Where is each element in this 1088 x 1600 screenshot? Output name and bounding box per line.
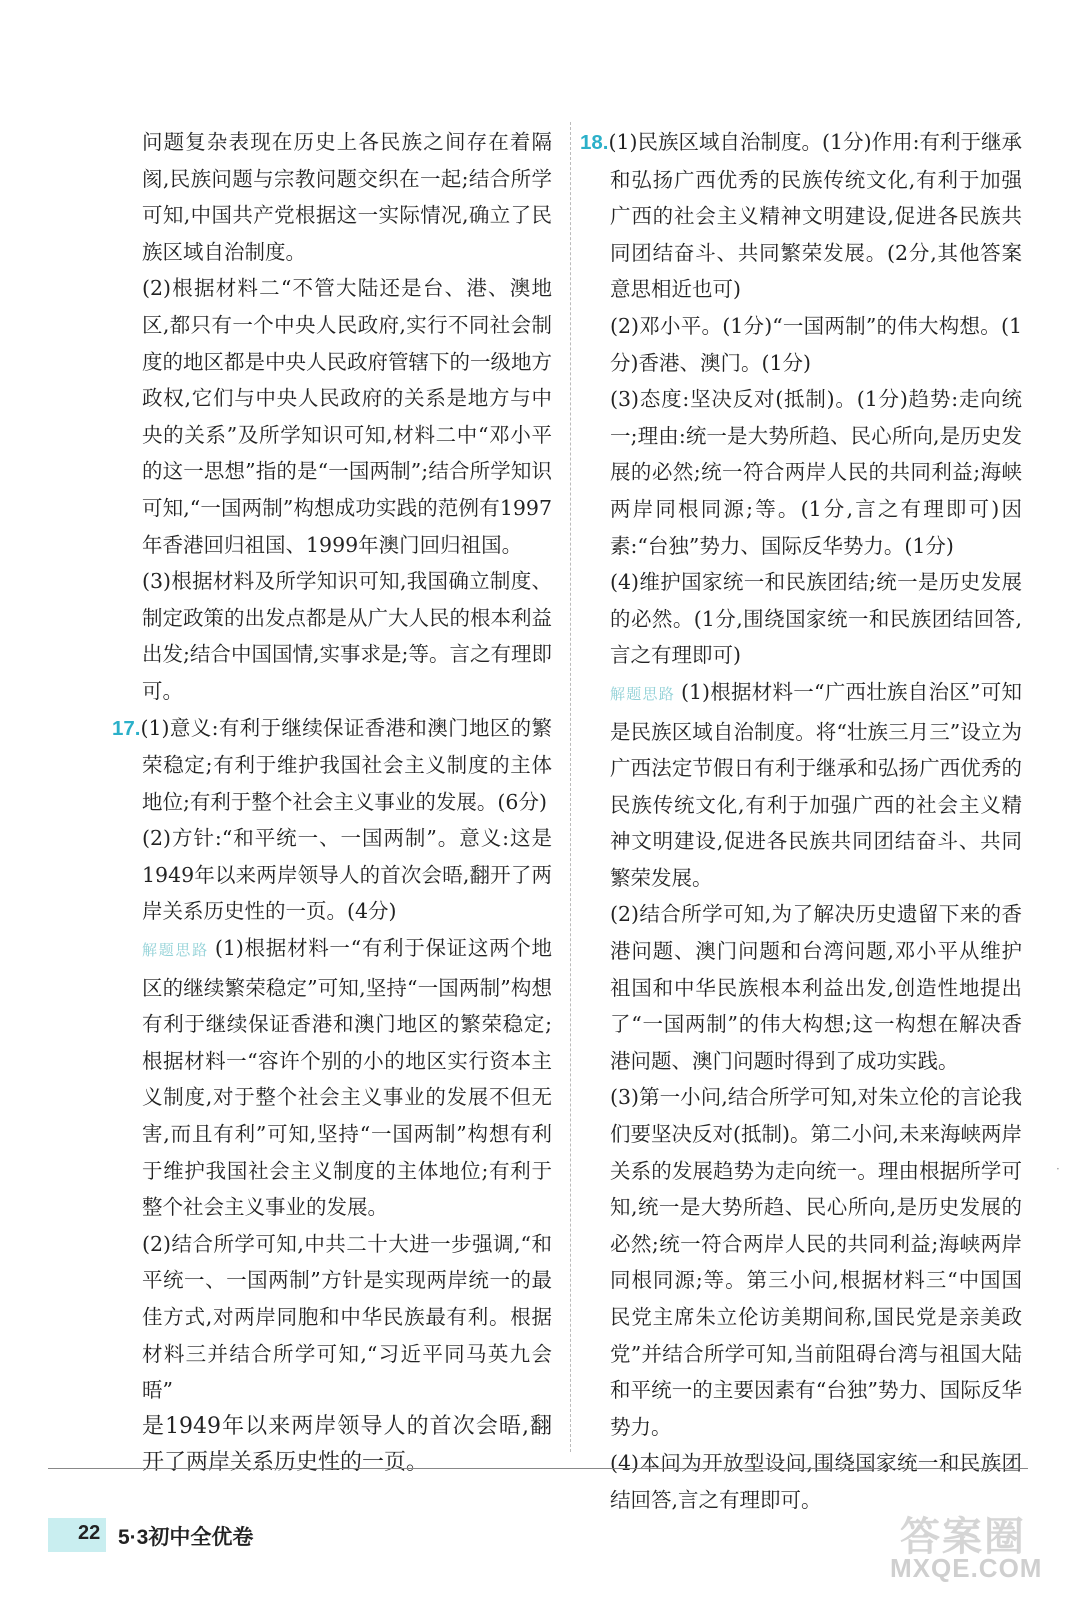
paragraph-q16-2: (2)根据材料二“不管大陆还是台、港、澳地区,都只有一个中央人民政府,实行不同社会制度的地区都是中央人民政府管辖下的一级地方政权,它们与中央人民政府的关系是地方与中央的关系”及所学知识可知,材料二中“邓小平的这一思想”指的是“一国两制”;结合所学知识可知,“一国两制”构想成功实践的范例有1997年香港回归祖国、1999年澳门回归祖国。 [142, 276, 552, 557]
column-divider [570, 122, 571, 1452]
hint-q18-4: (4)本问为开放型设问,围绕国家统一和民族团结回答,言之有理即可。 [610, 1451, 1022, 1512]
answer-q18-1 [580, 124, 1022, 308]
hint-label: 解题思路 [610, 685, 675, 703]
hint-q17-3: 是1949年以来两岸领导人的首次会晤,翻开了两岸关系历史性的一页。 [142, 1413, 552, 1476]
hint-q17-1 [142, 930, 552, 1226]
answer-q18-1-text: (1)民族区域自治制度。(1分)作用:有利于继承和弘扬广西优秀的民族传统文化,有利于加强广西的社会主义精神文明建设,促进各民族共同团结奋斗、共同繁荣发展。(2分,其他答案意思相近也可) [608, 130, 1022, 302]
paragraph-q16-3: (3)根据材料及所学知识可知,我国确立制度、制定政策的出发点都是从广大人民的根本利益出发;结合中国国情,实事求是;等。言之有理即可。 [142, 569, 552, 703]
watermark-logo: 答案圈 [900, 1515, 1026, 1559]
answer-q18-2: (2)邓小平。(1分)“一国两制”的伟大构想。(1分)香港、澳门。(1分) [610, 313, 1022, 375]
hint-q18-1 [610, 674, 1022, 897]
page-number: 22 [78, 1522, 101, 1544]
watermark-url: MXQE.COM [890, 1553, 1043, 1583]
right-column [580, 124, 1023, 1519]
edge-mark: · [1056, 1162, 1060, 1176]
question-number-17: 17. [112, 716, 141, 740]
answer-q17-2: (2)方针:“和平统一、一国两制”。意义:这是1949年以来两岸领导人的首次会晤,翻开了两岸关系历史性的一页。(4分) [142, 826, 552, 924]
footer-rule [48, 1468, 1028, 1469]
answer-q17-1-text: (1)意义:有利于继续保证香港和澳门地区的繁荣稳定;有利于维护我国社会主义制度的主体地位;有利于整个社会主义事业的发展。(6分) [140, 715, 552, 814]
hint-q17-1-text: (1)根据材料一“有利于保证这两个地区的继续繁荣稳定”可知,坚持“一国两制”构想有利于继续保证香港和澳门地区的繁荣稳定;根据材料一“容许个别的小的地区实行资本主义制度,对于整个社会主义事业的发展不但无害,而且有利”可知,坚持“一国两制”构想有利于维护我国社会主义制度的主体地位;有利于整个社会主义事业的发展。 [142, 936, 552, 1220]
hint-q18-3: (3)第一小问,结合所学可知,对朱立伦的言论我们要坚决反对(抵制)。第二小问,未来海峡两岸关系的发展趋势为走向统一。理由根据所学可知,统一是大势所趋、民心所向,是历史发展的必然;统一符合两岸人民的共同利益;海峡两岸同根同源;等。第三小问,根据材料三“中国国民党主席朱立伦访美期间称,国民党是亲美政党”并结合所学可知,当前阻碍台湾与祖国大陆和平统一的主要因素有“台独”势力、国际反华势力。 [610, 1085, 1023, 1439]
hint-q18-2: (2)结合所学可知,为了解决历史遗留下来的香港问题、澳门问题和台湾问题,邓小平从维护祖国和中华民族根本利益出发,创造性地提出了“一国两制”的伟大构想;这一构想在解决香港问题、澳门问题时得到了成功实践。 [610, 902, 1022, 1073]
answer-q17-1 [112, 710, 552, 821]
hint-q18-1-text: (1)根据材料一“广西壮族自治区”可知是民族区域自治制度。将“壮族三月三”设立为广西法定节假日有利于继承和弘扬广西优秀的民族传统文化,有利于加强广西的社会主义精神文明建设,促进各民族共同团结奋斗、共同繁荣发展。 [610, 679, 1022, 890]
book-title: 5·3初中全优卷 [118, 1526, 254, 1549]
left-column [112, 124, 552, 1482]
answer-q18-3: (3)态度:坚决反对(抵制)。(1分)趋势:走向统一;理由:统一是大势所趋、民心所向,是历史发展的必然;统一符合两岸人民的共同利益;海峡两岸同根同源;等。(1分,言之有理即可)因素:“台独”势力、国际反华势力。(1分) [610, 387, 1022, 558]
question-number-18: 18. [580, 131, 609, 154]
paragraph-q16-1-cont: 问题复杂表现在历史上各民族之间存在着隔阂,民族问题与宗教问题交织在一起;结合所学可知,中国共产党根据这一实际情况,确立了民族区域自治制度。 [142, 130, 552, 264]
hint-label: 解题思路 [142, 942, 209, 960]
answer-q18-4: (4)维护国家统一和民族团结;统一是历史发展的必然。(1分,围绕国家统一和民族团结回答,言之有理即可) [610, 570, 1022, 668]
hint-q17-2: (2)结合所学可知,中共二十大进一步强调,“和平统一、一国两制”方针是实现两岸统一的最佳方式,对两岸同胞和中华民族最有利。根据材料三并结合所学可知,“习近平同马英九会晤” [142, 1231, 552, 1403]
